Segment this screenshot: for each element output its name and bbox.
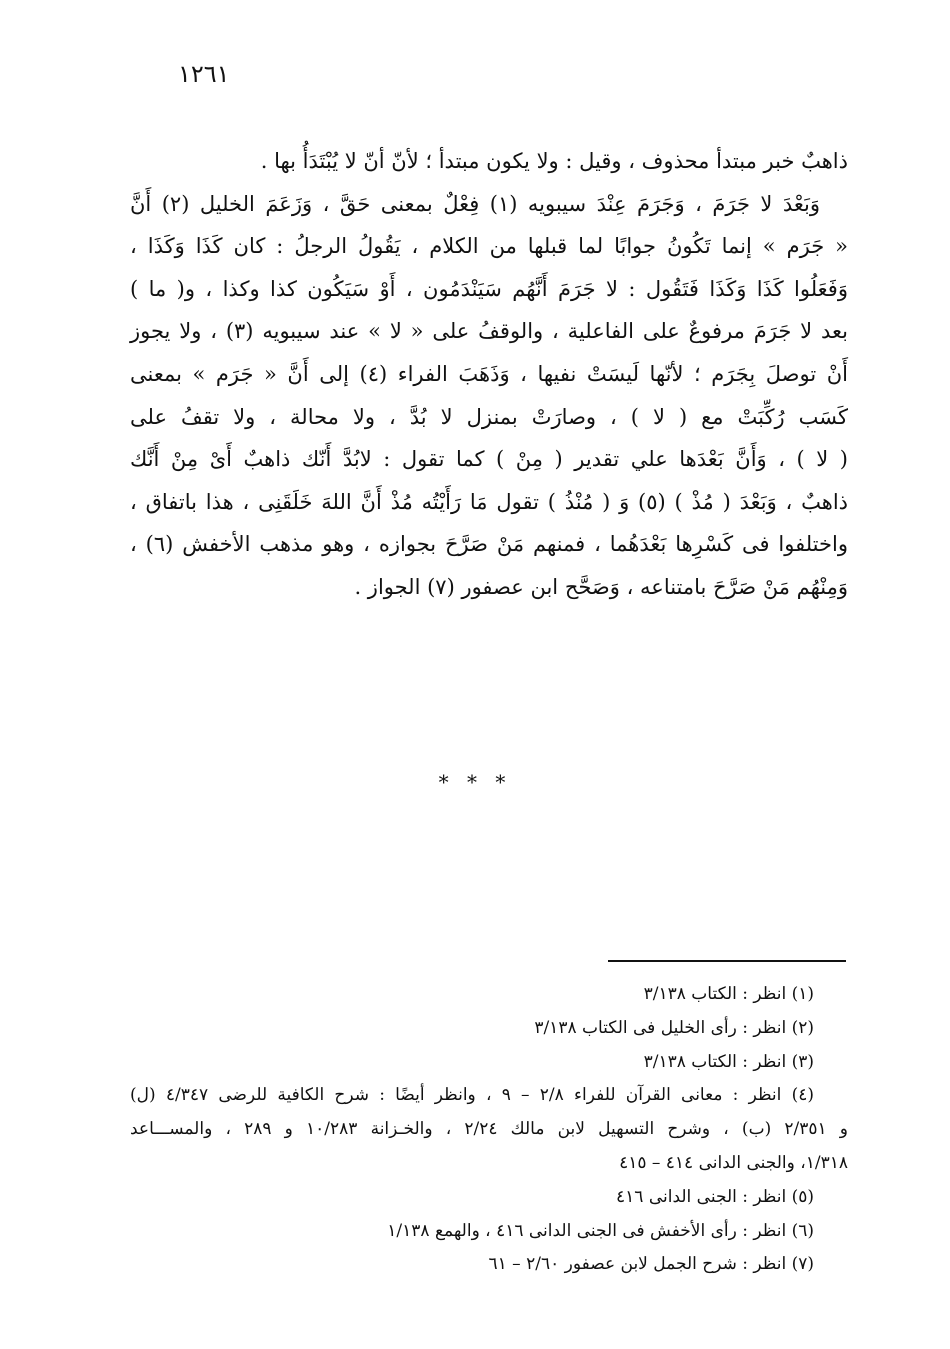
footnote-line: و ٢/٣٥١ (ب) ، وشرح التسهيل لابن مالك ٢/٢٤ ، والخـزانة ١٠/٢٨٣ و ٢٨٩ ، والمســـاعد: [130, 1119, 848, 1140]
footnote-divider: [608, 960, 846, 962]
footnote-line: (٧) انظر : شرح الجمل لابن عصفور ٢/٦٠ – ٦١: [488, 1254, 814, 1275]
footnote-line: (١) انظر : الكتاب ٣/١٣٨: [643, 984, 814, 1004]
section-separator: * * *: [438, 770, 512, 794]
footnote-line: (٥) انظر : الجنى الدانى ٤١٦: [616, 1186, 814, 1207]
main-text: [130, 140, 848, 609]
page-number: ١٢٦١: [178, 60, 230, 88]
footnote-line: (٣) انظر : الكتاب ٣/١٣٨: [643, 1051, 814, 1072]
text-line: وَفَعَلُوا كَذَا وَكَذَا فَتَقُول : لا جَرَمَ أَنَّهُم سَيَنْدَمُون ، أَوْ سَيَكُون كذا وكذا ، و( ما ): [130, 276, 848, 301]
footnote-line: (٦) انظر : رأى الأخفش فى الجنى الدانى ٤١٦ ، والهمع ١/١٣٨: [387, 1220, 814, 1241]
text-line: ذاهبٌ خبر مبتدأ محذوف ، وقيل : ولا يكون مبتدأ ؛ لأنّ أنّ لا يُبْتَدَأُ بها .: [260, 149, 848, 173]
text-line: وَمِنْهُم مَنْ صَرَّحَ بامتناعه ، وَصَحَّح ابن عصفور (٧) الجواز .: [354, 574, 848, 599]
text-line: ذاهبٌ ، وَبَعْدَ ( مُذْ ) (٥) وَ ( مُنْذُ ) تقول مَا رَأَيْتُه مُذْ أَنَّ اللهَ خَلَقَنِى ، هذا باتفاق ،: [130, 489, 849, 514]
text-line: كَسَب رُكِّبَتْ مع ( لا ) ، وصارَتْ بمنزل لا بُدَّ ، ولا محالة ، ولا تقفُ على: [130, 404, 848, 429]
footnote-line: (٢) انظر : رأى الخليل فى الكتاب ٣/١٣٨: [534, 1017, 814, 1038]
text-line: واختلفوا فى كَسْرِها بَعْدَهُما ، فمنهم مَنْ صَرَّحَ بجوازه ، وهو مذهب الأخفش (٦) ،: [130, 532, 848, 557]
footnotes: [130, 978, 848, 1282]
footnote-line: (٤) انظر : معانى القرآن للفراء ٢/٨ – ٩ ، وانظر أيضًا : شرح الكافية للرضى ٤/٣٤٧ (ل): [130, 1085, 815, 1106]
text-line: وَبَعْدَ لا جَرَمَ ، وَجَرَمَ عِنْدَ سيبويه (١) فِعْلٌ بمعنى حَقَّ ، وَزَعَمَ الخليل (٢) أَنَّ: [130, 191, 820, 216]
footnote-line: ١/٣١٨، والجنى الدانى ٤١٤ – ٤١٥: [619, 1152, 848, 1173]
text-line: « جَرَم » إنما تَكُونُ جوابًا لما قبلها من الكلام ، يَقُولُ الرجلُ : كان كَذَا وَكَذَا ،: [130, 234, 848, 259]
text-line: أَنْ توصلَ بِجَرَم ؛ لأنّها لَيسَتْ نفيها ، وَذَهَبَ الفراء (٤) إلى أَنَّ « جَرَم » بمعنى: [130, 361, 848, 386]
text-line: ( لا ) ، وَأَنَّ بَعْدَها علي تقدير ( مِنْ ) كما تقول : لابُدَّ أَنّك ذاهبٌ أَىْ مِنْ أَنَّك: [130, 447, 848, 472]
text-line: بعد لا جَرَمَ مرفوعٌ على الفاعلية ، والوقفُ على « لا » عند سيبويه (٣) ، ولا يجوز: [130, 319, 848, 344]
